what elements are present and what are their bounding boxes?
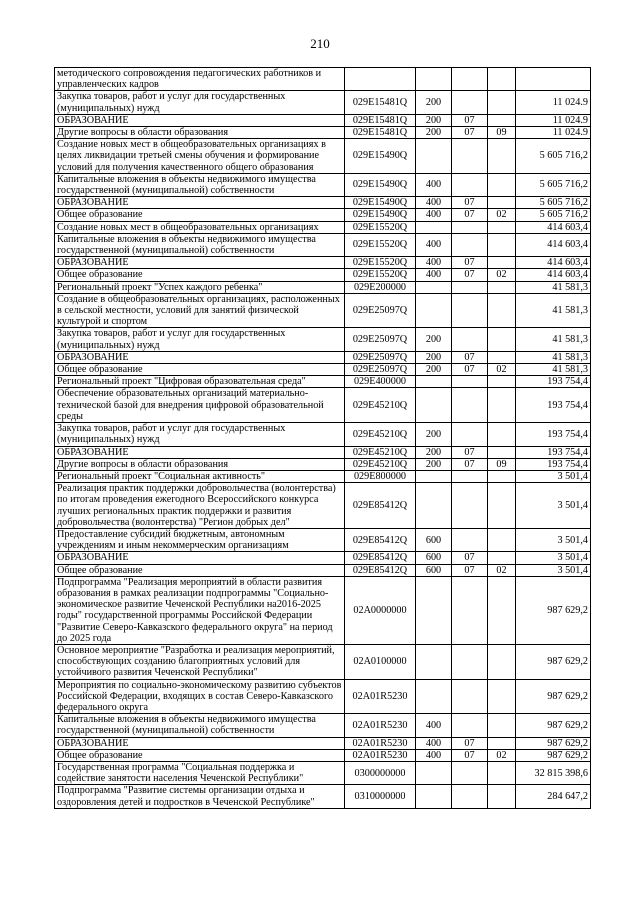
row-section-cell — [452, 91, 488, 114]
table-row — [55, 483, 591, 529]
row-expense-type-cell: 600 — [416, 564, 452, 576]
row-name-cell: Обеспечение образовательных организаций материально-технической базой для внедрения цифровой образовательной среды — [55, 388, 345, 423]
row-expense-type-cell — [416, 376, 452, 388]
row-expense-type-cell — [416, 785, 452, 808]
budget-table-body — [55, 68, 591, 809]
table-row — [55, 714, 591, 737]
row-amount-cell: 193 754,4 — [516, 388, 591, 423]
row-name-cell: Другие вопросы в области образования — [55, 458, 345, 470]
row-section-cell: 07 — [452, 127, 488, 139]
row-subsection-cell: 09 — [488, 127, 516, 139]
table-row — [55, 173, 591, 196]
row-code-cell: 029E85412Q — [345, 528, 416, 551]
row-code-cell: 029E15481Q — [345, 114, 416, 126]
row-code-cell: 029E85412Q — [345, 552, 416, 564]
row-expense-type-cell: 400 — [416, 737, 452, 749]
row-subsection-cell — [488, 233, 516, 256]
table-row — [55, 328, 591, 351]
row-name-cell: Создание новых мест в общеобразовательных организациях в целях ликвидации третьей смены обучения и формирование условий для получения качественного общего образования — [55, 139, 345, 174]
table-row — [55, 233, 591, 256]
row-subsection-cell — [488, 173, 516, 196]
row-section-cell: 07 — [452, 197, 488, 209]
table-row — [55, 68, 591, 91]
row-section-cell — [452, 785, 488, 808]
row-subsection-cell — [488, 197, 516, 209]
row-expense-type-cell: 600 — [416, 528, 452, 551]
row-code-cell: 029E25097Q — [345, 293, 416, 328]
row-subsection-cell — [488, 114, 516, 126]
row-amount-cell: 5 605 716,2 — [516, 173, 591, 196]
row-name-cell: Другие вопросы в области образования — [55, 127, 345, 139]
row-section-cell — [452, 139, 488, 174]
row-code-cell: 029E25097Q — [345, 328, 416, 351]
table-row — [55, 552, 591, 564]
table-row — [55, 114, 591, 126]
row-expense-type-cell — [416, 483, 452, 529]
row-expense-type-cell — [416, 293, 452, 328]
row-code-cell: 029E15490Q — [345, 197, 416, 209]
row-subsection-cell — [488, 446, 516, 458]
row-amount-cell: 41 581,3 — [516, 293, 591, 328]
budget-table — [54, 67, 591, 809]
row-section-cell — [452, 328, 488, 351]
row-name-cell: Создание в общеобразовательных организациях, расположенных в сельской местности, условий для занятий физической культурой и спортом — [55, 293, 345, 328]
row-code-cell: 029E15490Q — [345, 139, 416, 174]
table-row — [55, 127, 591, 139]
row-amount-cell: 193 754,4 — [516, 376, 591, 388]
row-section-cell: 07 — [452, 446, 488, 458]
row-code-cell: 02А0000000 — [345, 576, 416, 644]
row-expense-type-cell: 400 — [416, 233, 452, 256]
row-section-cell: 07 — [452, 209, 488, 221]
row-name-cell: Подпрограмма "Развитие системы организации отдыха и оздоровления детей и подростков в Чеченской Республике" — [55, 785, 345, 808]
row-subsection-cell — [488, 714, 516, 737]
row-expense-type-cell — [416, 644, 452, 679]
row-expense-type-cell: 400 — [416, 173, 452, 196]
row-name-cell: Общее образование — [55, 269, 345, 281]
row-subsection-cell — [488, 470, 516, 482]
row-code-cell: 029E25097Q — [345, 351, 416, 363]
row-code-cell — [345, 68, 416, 91]
row-name-cell: Основное мероприятие "Разработка и реализация мероприятий, способствующих созданию благоприятных условий для устойчивого развития Чеченской Республики" — [55, 644, 345, 679]
row-amount-cell: 414 603,4 — [516, 257, 591, 269]
row-name-cell: Общее образование — [55, 564, 345, 576]
table-row — [55, 528, 591, 551]
row-subsection-cell: 02 — [488, 564, 516, 576]
row-amount-cell: 11 024.9 — [516, 91, 591, 114]
row-amount-cell — [516, 68, 591, 91]
row-subsection-cell — [488, 644, 516, 679]
row-amount-cell: 414 603,4 — [516, 233, 591, 256]
row-expense-type-cell: 400 — [416, 197, 452, 209]
table-row — [55, 458, 591, 470]
row-code-cell: 029E85412Q — [345, 564, 416, 576]
row-expense-type-cell — [416, 679, 452, 714]
row-expense-type-cell: 400 — [416, 209, 452, 221]
row-name-cell: методического сопровождения педагогических работников и управленческих кадров — [55, 68, 345, 91]
row-code-cell: 029E15490Q — [345, 209, 416, 221]
row-subsection-cell: 02 — [488, 209, 516, 221]
row-name-cell: Общее образование — [55, 364, 345, 376]
row-code-cell: 029E400000 — [345, 376, 416, 388]
row-section-cell: 07 — [452, 458, 488, 470]
row-subsection-cell — [488, 293, 516, 328]
row-section-cell: 07 — [452, 552, 488, 564]
row-amount-cell: 11 024.9 — [516, 127, 591, 139]
row-name-cell: ОБРАЗОВАНИЕ — [55, 737, 345, 749]
row-amount-cell: 3 501,4 — [516, 483, 591, 529]
row-expense-type-cell — [416, 576, 452, 644]
row-name-cell: ОБРАЗОВАНИЕ — [55, 351, 345, 363]
row-amount-cell: 41 581,3 — [516, 281, 591, 293]
row-name-cell: Закупка товаров, работ и услуг для государственных (муниципальных) нужд — [55, 91, 345, 114]
row-amount-cell: 987 629,2 — [516, 737, 591, 749]
row-subsection-cell: 02 — [488, 364, 516, 376]
row-name-cell: Общее образование — [55, 209, 345, 221]
table-row — [55, 737, 591, 749]
row-expense-type-cell: 400 — [416, 257, 452, 269]
row-code-cell: 029E15520Q — [345, 233, 416, 256]
row-code-cell: 029E15481Q — [345, 127, 416, 139]
row-amount-cell: 41 581,3 — [516, 351, 591, 363]
row-amount-cell: 3 501,4 — [516, 528, 591, 551]
row-section-cell — [452, 376, 488, 388]
row-expense-type-cell: 200 — [416, 351, 452, 363]
row-section-cell — [452, 679, 488, 714]
row-expense-type-cell: 200 — [416, 446, 452, 458]
row-subsection-cell — [488, 376, 516, 388]
row-section-cell: 07 — [452, 257, 488, 269]
table-row — [55, 388, 591, 423]
row-amount-cell: 193 754,4 — [516, 423, 591, 446]
row-code-cell: 029E15490Q — [345, 173, 416, 196]
row-subsection-cell — [488, 351, 516, 363]
row-amount-cell: 193 754,4 — [516, 458, 591, 470]
row-subsection-cell: 09 — [488, 458, 516, 470]
row-expense-type-cell — [416, 388, 452, 423]
row-section-cell: 07 — [452, 269, 488, 281]
row-code-cell: 029E45210Q — [345, 446, 416, 458]
row-amount-cell: 3 501,4 — [516, 552, 591, 564]
row-amount-cell: 987 629,2 — [516, 749, 591, 761]
row-section-cell — [452, 644, 488, 679]
row-name-cell: Общее образование — [55, 749, 345, 761]
row-amount-cell: 11 024.9 — [516, 114, 591, 126]
row-subsection-cell — [488, 576, 516, 644]
table-row — [55, 197, 591, 209]
row-code-cell: 029E800000 — [345, 470, 416, 482]
row-section-cell: 07 — [452, 114, 488, 126]
table-row — [55, 446, 591, 458]
row-name-cell: Региональный проект "Социальная активность" — [55, 470, 345, 482]
row-section-cell — [452, 761, 488, 784]
row-code-cell: 02А01R5230 — [345, 714, 416, 737]
row-code-cell: 02А01R5230 — [345, 679, 416, 714]
row-amount-cell: 5 605 716,2 — [516, 139, 591, 174]
table-row — [55, 281, 591, 293]
row-subsection-cell — [488, 785, 516, 808]
table-row — [55, 139, 591, 174]
row-name-cell: Закупка товаров, работ и услуг для государственных (муниципальных) нужд — [55, 423, 345, 446]
row-name-cell: ОБРАЗОВАНИЕ — [55, 197, 345, 209]
table-row — [55, 257, 591, 269]
row-expense-type-cell — [416, 221, 452, 233]
row-code-cell: 0300000000 — [345, 761, 416, 784]
row-expense-type-cell: 200 — [416, 458, 452, 470]
row-section-cell — [452, 173, 488, 196]
row-expense-type-cell: 400 — [416, 749, 452, 761]
row-name-cell: Государственная программа "Социальная поддержка и содействие занятости населения Чеченской Республики" — [55, 761, 345, 784]
row-amount-cell: 987 629,2 — [516, 644, 591, 679]
row-subsection-cell — [488, 328, 516, 351]
table-row — [55, 761, 591, 784]
row-expense-type-cell: 200 — [416, 423, 452, 446]
row-code-cell: 029E85412Q — [345, 483, 416, 529]
row-section-cell — [452, 576, 488, 644]
row-subsection-cell — [488, 552, 516, 564]
row-expense-type-cell: 400 — [416, 269, 452, 281]
row-name-cell: Реализация практик поддержки добровольчества (волонтерства) по итогам проведения ежегодного Всероссийского конкурса лучших региональных практик поддержки и развития добровольчества (волонтерства) "Регион добрых дел" — [55, 483, 345, 529]
row-expense-type-cell — [416, 470, 452, 482]
table-row — [55, 91, 591, 114]
row-expense-type-cell: 400 — [416, 714, 452, 737]
table-row — [55, 785, 591, 808]
row-name-cell: Мероприятия по социально-экономическому развитию субъектов Российской Федерации, входящих в состав Северо-Кавказского федерального округа — [55, 679, 345, 714]
row-amount-cell: 41 581,3 — [516, 328, 591, 351]
table-row — [55, 351, 591, 363]
row-subsection-cell — [488, 257, 516, 269]
table-row — [55, 293, 591, 328]
row-subsection-cell: 02 — [488, 269, 516, 281]
table-row — [55, 564, 591, 576]
row-name-cell: ОБРАЗОВАНИЕ — [55, 446, 345, 458]
row-section-cell — [452, 714, 488, 737]
table-row — [55, 423, 591, 446]
row-section-cell: 07 — [452, 737, 488, 749]
row-name-cell: ОБРАЗОВАНИЕ — [55, 257, 345, 269]
row-amount-cell: 3 501,4 — [516, 564, 591, 576]
row-code-cell: 029E45210Q — [345, 388, 416, 423]
row-name-cell: Предоставление субсидий бюджетным, автономным учреждениям и иным некоммерческим организациям — [55, 528, 345, 551]
row-subsection-cell — [488, 91, 516, 114]
table-row — [55, 209, 591, 221]
row-name-cell: Закупка товаров, работ и услуг для государственных (муниципальных) нужд — [55, 328, 345, 351]
row-section-cell — [452, 423, 488, 446]
row-code-cell: 029E15520Q — [345, 257, 416, 269]
row-code-cell: 029E15481Q — [345, 91, 416, 114]
row-subsection-cell — [488, 761, 516, 784]
row-subsection-cell — [488, 679, 516, 714]
row-subsection-cell — [488, 388, 516, 423]
row-expense-type-cell: 200 — [416, 127, 452, 139]
row-amount-cell: 987 629,2 — [516, 679, 591, 714]
row-expense-type-cell — [416, 281, 452, 293]
row-code-cell: 029E45210Q — [345, 423, 416, 446]
row-code-cell: 0310000000 — [345, 785, 416, 808]
row-expense-type-cell: 600 — [416, 552, 452, 564]
row-expense-type-cell: 200 — [416, 328, 452, 351]
table-row — [55, 221, 591, 233]
row-expense-type-cell: 200 — [416, 364, 452, 376]
page-number: 210 — [310, 36, 330, 51]
row-subsection-cell — [488, 281, 516, 293]
row-subsection-cell — [488, 737, 516, 749]
row-name-cell: Региональный проект "Успех каждого ребенка" — [55, 281, 345, 293]
row-expense-type-cell — [416, 139, 452, 174]
row-section-cell: 07 — [452, 351, 488, 363]
row-subsection-cell — [488, 68, 516, 91]
table-row — [55, 470, 591, 482]
row-expense-type-cell: 200 — [416, 114, 452, 126]
row-section-cell — [452, 293, 488, 328]
row-name-cell: Капитальные вложения в объекты недвижимого имущества государственной (муниципальной) собственности — [55, 173, 345, 196]
row-name-cell: Создание новых мест в общеобразовательных организациях — [55, 221, 345, 233]
row-section-cell — [452, 528, 488, 551]
row-section-cell — [452, 233, 488, 256]
row-subsection-cell — [488, 528, 516, 551]
row-subsection-cell — [488, 139, 516, 174]
table-row — [55, 376, 591, 388]
row-code-cell: 029E45210Q — [345, 458, 416, 470]
row-expense-type-cell — [416, 761, 452, 784]
row-section-cell: 07 — [452, 749, 488, 761]
row-section-cell — [452, 388, 488, 423]
row-code-cell: 02А01R5230 — [345, 737, 416, 749]
row-section-cell: 07 — [452, 564, 488, 576]
row-amount-cell: 414 603,4 — [516, 221, 591, 233]
row-name-cell: ОБРАЗОВАНИЕ — [55, 552, 345, 564]
row-code-cell: 029E25097Q — [345, 364, 416, 376]
row-code-cell: 029E200000 — [345, 281, 416, 293]
row-amount-cell: 5 605 716,2 — [516, 197, 591, 209]
row-amount-cell: 284 647,2 — [516, 785, 591, 808]
table-row — [55, 269, 591, 281]
row-amount-cell: 41 581,3 — [516, 364, 591, 376]
row-amount-cell: 987 629,2 — [516, 714, 591, 737]
row-name-cell: ОБРАЗОВАНИЕ — [55, 114, 345, 126]
row-code-cell: 02А0100000 — [345, 644, 416, 679]
row-name-cell: Капитальные вложения в объекты недвижимого имущества государственной (муниципальной) собственности — [55, 714, 345, 737]
row-code-cell: 02А01R5230 — [345, 749, 416, 761]
row-name-cell: Региональный проект "Цифровая образовательная среда" — [55, 376, 345, 388]
table-row — [55, 749, 591, 761]
table-row — [55, 679, 591, 714]
row-section-cell — [452, 470, 488, 482]
row-section-cell — [452, 221, 488, 233]
row-subsection-cell — [488, 423, 516, 446]
table-row — [55, 576, 591, 644]
row-section-cell — [452, 483, 488, 529]
row-section-cell — [452, 68, 488, 91]
row-subsection-cell — [488, 483, 516, 529]
row-code-cell: 029E15520Q — [345, 221, 416, 233]
row-amount-cell: 5 605 716,2 — [516, 209, 591, 221]
row-amount-cell: 32 815 398,6 — [516, 761, 591, 784]
row-amount-cell: 193 754,4 — [516, 446, 591, 458]
row-amount-cell: 3 501,4 — [516, 470, 591, 482]
row-amount-cell: 987 629,2 — [516, 576, 591, 644]
row-amount-cell: 414 603,4 — [516, 269, 591, 281]
row-name-cell: Подпрограмма "Реализация мероприятий в области развития образования в рамках реализации подпрограммы "Социально-экономическое развитие Чеченской Республики на2016-2025 годы" государственной программы Российской Федерации "Развитие Северо-Кавказского федерального округа" на период до 2025 года — [55, 576, 345, 644]
row-subsection-cell: 02 — [488, 749, 516, 761]
row-section-cell: 07 — [452, 364, 488, 376]
row-code-cell: 029E15520Q — [345, 269, 416, 281]
table-row — [55, 364, 591, 376]
row-section-cell — [452, 281, 488, 293]
row-expense-type-cell — [416, 68, 452, 91]
table-row — [55, 644, 591, 679]
row-subsection-cell — [488, 221, 516, 233]
row-expense-type-cell: 200 — [416, 91, 452, 114]
row-name-cell: Капитальные вложения в объекты недвижимого имущества государственной (муниципальной) собственности — [55, 233, 345, 256]
